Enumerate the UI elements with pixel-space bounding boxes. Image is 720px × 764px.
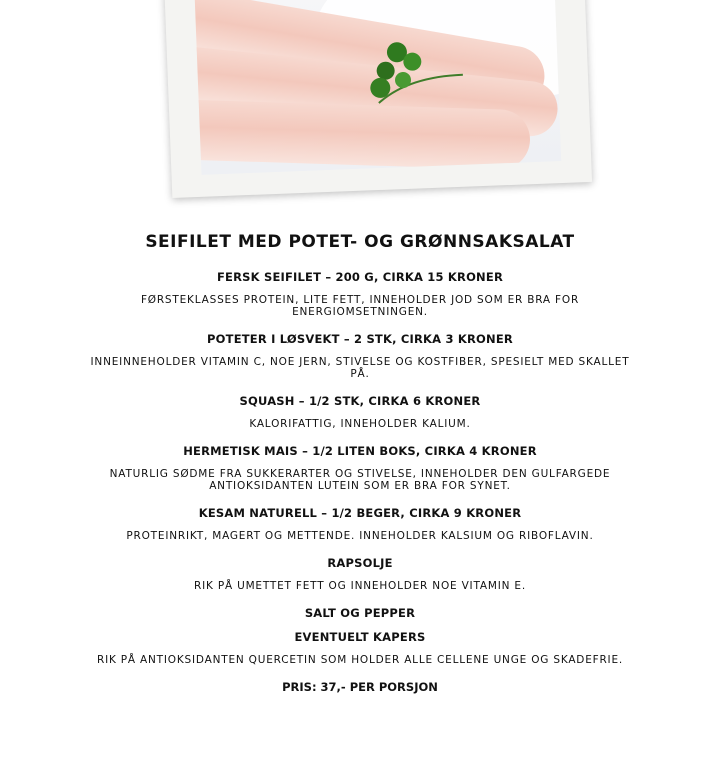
- ingredient-description: RIK PÅ ANTIOKSIDANTEN QUERCETIN SOM HOLDER ALLE CELLENE UNGE OG SKADEFRIE.: [96, 654, 624, 666]
- ingredient-kapers: [0, 630, 720, 666]
- ingredient-description: RIK PÅ UMETTET FETT OG INNEHOLDER NOE VITAMIN E.: [194, 580, 526, 592]
- ingredient-heading: HERMETISK MAIS – 1/2 LITEN BOKS, CIRKA 4 KRONER: [183, 444, 537, 458]
- ingredient-heading: EVENTUELT KAPERS: [294, 630, 426, 644]
- recipe-content: [0, 228, 720, 694]
- ingredient-squash: [0, 394, 720, 430]
- ingredient-description: KALORIFATTIG, INNEHOLDER KALIUM.: [249, 418, 471, 430]
- ingredient-description: INNEINNEHOLDER VITAMIN C, NOE JERN, STIVELSE OG KOSTFIBER, SPESIELT MED SKALLET PÅ.: [90, 356, 630, 380]
- fish-photo-frame: [164, 0, 592, 198]
- ingredient-salt-pepper: [0, 606, 720, 620]
- ingredient-description: PROTEINRIKT, MAGERT OG METTENDE. INNEHOLDER KALSIUM OG RIBOFLAVIN.: [126, 530, 594, 542]
- ingredient-heading: POTETER I LØSVEKT – 2 STK, CIRKA 3 KRONER: [207, 332, 513, 346]
- ingredient-rapsolje: [0, 556, 720, 592]
- ingredient-heading: KESAM NATURELL – 1/2 BEGER, CIRKA 9 KRONER: [198, 506, 522, 520]
- ingredient-kesam: [0, 506, 720, 542]
- ingredient-poteter: [0, 332, 720, 380]
- ingredient-description: FØRSTEKLASSES PROTEIN, LITE FETT, INNEHOLDER JOD SOM ER BRA FOR ENERGIOMSETNINGEN.: [140, 294, 580, 318]
- ingredient-heading: SALT OG PEPPER: [304, 606, 416, 620]
- ingredient-heading: SQUASH – 1/2 STK, CIRKA 6 KRONER: [239, 394, 481, 408]
- ingredient-heading: FERSK SEIFILET – 200 G, CIRKA 15 KRONER: [217, 270, 503, 284]
- ingredient-heading: RAPSOLJE: [327, 556, 393, 570]
- parsley-icon: [356, 30, 469, 114]
- ingredient-seifilet: [0, 270, 720, 318]
- ingredient-description: NATURLIG SØDME FRA SUKKERARTER OG STIVELSE, INNEHOLDER DEN GULFARGEDE ANTIOKSIDANTEN LUTEIN SOM ER BRA FOR SYNET.: [109, 468, 611, 492]
- recipe-title: SEIFILET MED POTET- OG GRØNNSAKSALAT: [145, 232, 575, 252]
- ingredient-mais: [0, 444, 720, 492]
- fish-fillet-photo: [195, 0, 562, 175]
- price-per-portion: PRIS: 37,- PER PORSJON: [282, 680, 438, 694]
